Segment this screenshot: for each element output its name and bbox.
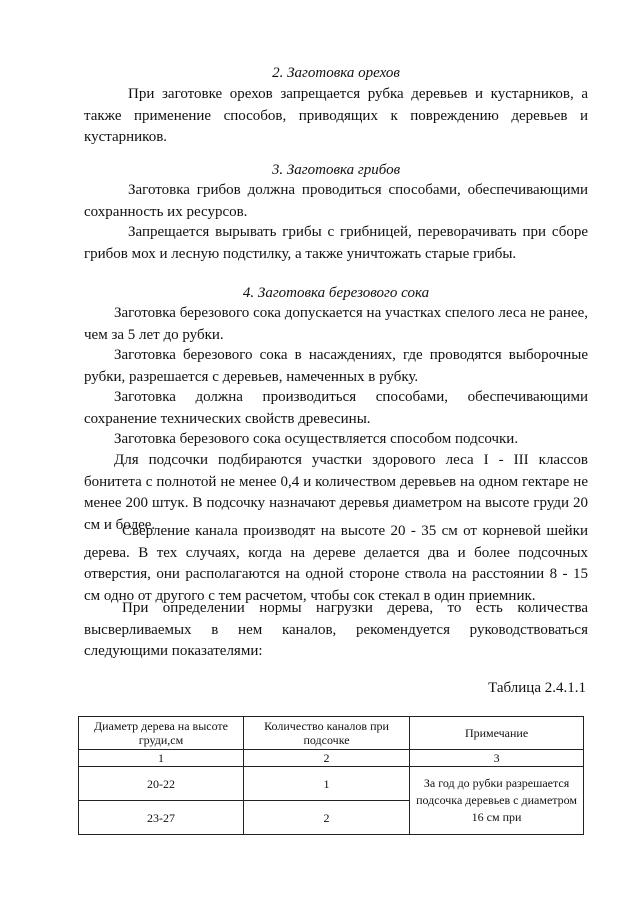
header-cell-diameter: Диаметр дерева на высоте груди,см bbox=[79, 717, 244, 750]
column-number: 3 bbox=[410, 750, 584, 767]
section-heading-nuts: 2. Заготовка орехов bbox=[272, 65, 400, 81]
section-heading-mushrooms: 3. Заготовка грибов bbox=[271, 162, 401, 178]
paragraph: При определении нормы нагрузки дерева, то есть количества высверливаемых в нем каналов, рекомендуется руководствоваться следующими показателями: bbox=[84, 600, 588, 659]
paragraph: Заготовка березового сока допускается на участках спелого леса не ранее, чем за 5 лет до рубки. bbox=[84, 305, 588, 343]
paragraph: Сверление канала производят на высоте 20 - 35 см от корневой шейки дерева. В тех случаях, когда на дереве делается два и более подсочных отверстия, они располагаются на одной стороне ствола на расстоянии 8 - 15 см одно от другого с тем расчетом, чтобы сок стекал в один приемник. bbox=[84, 523, 588, 604]
paragraph: Заготовка грибов должна проводиться способами, обеспечивающими сохранность их ресурсов. bbox=[84, 182, 588, 220]
sap-tapping-table bbox=[78, 716, 584, 835]
paragraph: Заготовка должна производиться способами, обеспечивающими сохранение технических свойств древесины. bbox=[84, 389, 588, 427]
table-cell: 1 bbox=[243, 767, 409, 801]
paragraph: Для подсочки подбираются участки здорового леса I - III классов бонитета с полнотой не менее 0,4 и количеством деревьев на одном гектаре не менее 200 штук. В подсочку назначают деревья диаметром на высоте груди 20 см и более. bbox=[84, 452, 588, 533]
column-number: 2 bbox=[243, 750, 409, 767]
table-caption: Таблица 2.4.1.1 bbox=[488, 680, 586, 696]
section-heading-birch-sap: 4. Заготовка березового сока bbox=[242, 285, 430, 301]
table-cell: 2 bbox=[243, 801, 409, 835]
table-row bbox=[79, 767, 584, 801]
paragraph: Заготовка березового сока осуществляется способом подсочки. bbox=[114, 431, 519, 447]
paragraph: Запрещается вырывать грибы с грибницей, переворачивать при сборе грибов мох и лесную подстилку, а также уничтожать старые грибы. bbox=[84, 224, 588, 262]
header-cell-channels: Количество каналов при подсочке bbox=[243, 717, 409, 750]
header-cell-note: Примечание bbox=[410, 717, 584, 750]
paragraph: Заготовка березового сока в насаждениях, где проводятся выборочные рубки, разрешается с деревьев, намеченных в рубку. bbox=[84, 347, 588, 385]
table-cell: 20-22 bbox=[79, 767, 244, 801]
paragraph: При заготовке орехов запрещается рубка деревьев и кустарников, а также применение способов, приводящих к повреждению деревьев и кустарников. bbox=[84, 86, 588, 145]
table-number-row bbox=[79, 750, 584, 767]
column-number: 1 bbox=[79, 750, 244, 767]
table-note-cell: За год до рубки разрешается подсочка деревьев с диаметром 16 см при bbox=[410, 767, 584, 835]
table-cell: 23-27 bbox=[79, 801, 244, 835]
table-header-row bbox=[79, 717, 584, 750]
